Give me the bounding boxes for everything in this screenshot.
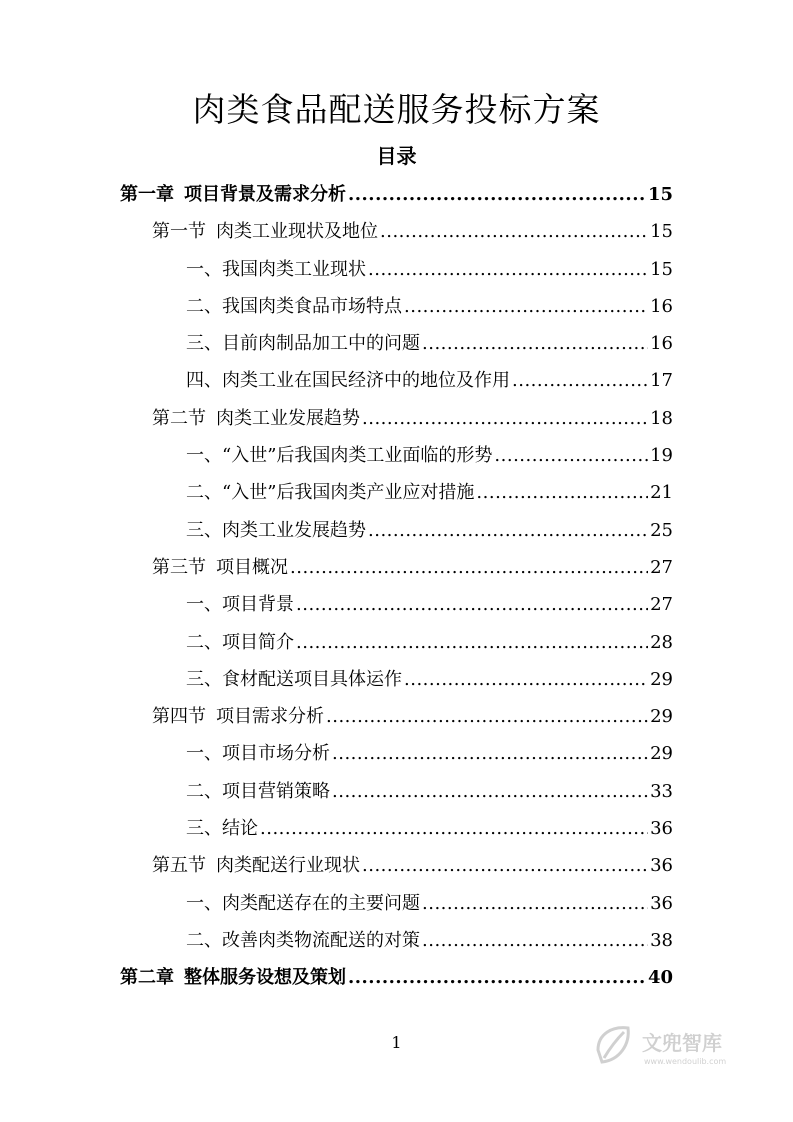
toc-entry-page: 36 <box>650 855 673 877</box>
toc-entry-subsection[interactable] <box>120 288 673 325</box>
toc-entry-page: 17 <box>650 370 673 392</box>
toc-entry-label <box>120 176 346 213</box>
toc-dot-leader <box>404 288 648 325</box>
toc-entry-page: 15 <box>647 184 673 205</box>
toc-dot-leader <box>422 885 648 922</box>
toc-entry-section-2[interactable] <box>120 400 673 437</box>
toc-entry-subsection[interactable] <box>120 661 673 698</box>
toc-entry-text: 肉类工业现状及地位 <box>216 221 378 243</box>
toc-entry-chapter-1[interactable] <box>120 176 673 213</box>
toc-dot-leader <box>260 810 648 847</box>
toc-entry-page: 15 <box>650 258 673 280</box>
toc-entry-prefix: 第二节 <box>152 407 206 429</box>
toc-entry-subsection[interactable] <box>120 922 673 959</box>
toc-entry-subsection[interactable] <box>120 810 673 847</box>
toc-entry-text: 二、我国肉类食品市场特点 <box>186 295 402 317</box>
toc-entry-section-1[interactable] <box>120 213 673 250</box>
toc-dot-leader <box>290 549 648 586</box>
toc-entry-page: 25 <box>650 519 673 541</box>
toc-dot-leader <box>296 586 648 623</box>
toc-entry-page: 38 <box>650 929 673 951</box>
toc-entry-subsection[interactable] <box>120 735 673 772</box>
toc-dot-leader <box>348 959 646 996</box>
toc-entry-subsection[interactable] <box>120 362 673 399</box>
toc-entry-text: 一、肉类配送存在的主要问题 <box>186 892 420 914</box>
toc-entry-text: 三、食材配送项目具体运作 <box>186 668 402 690</box>
toc-entry-prefix: 第四节 <box>152 706 206 728</box>
document-title: 肉类食品配送服务投标方案 <box>192 90 601 129</box>
toc-entry-chapter-2[interactable] <box>120 959 673 996</box>
toc-entry-subsection[interactable] <box>120 251 673 288</box>
toc-dot-leader <box>326 698 648 735</box>
toc-dot-leader <box>348 176 646 213</box>
toc-entry-label <box>152 549 288 586</box>
toc-entry-subsection[interactable] <box>120 437 673 474</box>
toc-entry-page: 21 <box>650 482 673 504</box>
toc-entry-text: 三、肉类工业发展趋势 <box>186 519 366 541</box>
toc-entry-text: 二、“入世”后我国肉类产业应对措施 <box>186 482 475 504</box>
toc-dot-leader <box>494 437 648 474</box>
toc-entry-subsection[interactable] <box>120 586 673 623</box>
toc-entry-page: 16 <box>650 295 673 317</box>
toc-entry-page: 29 <box>650 668 673 690</box>
toc-dot-leader <box>476 474 648 511</box>
toc-entry-label <box>120 959 346 996</box>
toc-entry-page: 29 <box>650 706 673 728</box>
toc-entry-text: 项目需求分析 <box>216 706 324 728</box>
toc-entry-text: 肉类工业发展趋势 <box>216 407 360 429</box>
toc-dot-leader <box>296 624 648 661</box>
toc-entry-page: 27 <box>650 556 673 578</box>
toc-entry-text: 肉类配送行业现状 <box>216 855 360 877</box>
toc-entry-text: 二、项目简介 <box>186 631 294 653</box>
toc-entry-subsection[interactable] <box>120 624 673 661</box>
toc-heading: 目录 <box>376 144 417 168</box>
toc-entry-text: 一、项目背景 <box>186 594 294 616</box>
toc-entry-text: 项目背景及需求分析 <box>184 184 346 205</box>
toc-entry-text: 一、项目市场分析 <box>186 743 330 765</box>
toc-dot-leader <box>362 400 648 437</box>
toc-entry-text: 二、改善肉类物流配送的对策 <box>186 929 420 951</box>
watermark <box>590 1020 760 1076</box>
toc-entry-text: 三、结论 <box>186 818 258 840</box>
toc-entry-text: 项目概况 <box>216 556 288 578</box>
page-number: 1 <box>391 1033 402 1052</box>
watermark-brand: 文兜智库 <box>642 1031 722 1055</box>
toc-entry-page: 19 <box>650 445 673 467</box>
toc-entry-label <box>152 847 360 884</box>
toc-entry-subsection[interactable] <box>120 885 673 922</box>
leaf-logo-icon <box>590 1020 760 1076</box>
toc-entry-page: 15 <box>650 221 673 243</box>
toc-entry-text: 二、项目营销策略 <box>186 780 330 802</box>
toc-entry-text: 一、我国肉类工业现状 <box>186 258 366 280</box>
toc-entry-subsection[interactable] <box>120 773 673 810</box>
toc-entry-prefix: 第五节 <box>152 855 206 877</box>
toc-dot-leader <box>422 325 648 362</box>
toc-entry-text: 三、目前肉制品加工中的问题 <box>186 333 420 355</box>
toc-entry-page: 33 <box>650 780 673 802</box>
toc-dot-leader <box>332 735 648 772</box>
toc-entry-section-4[interactable] <box>120 698 673 735</box>
toc-entry-section-3[interactable] <box>120 549 673 586</box>
toc-entry-text: 一、“入世”后我国肉类工业面临的形势 <box>186 445 493 467</box>
toc-entry-subsection[interactable] <box>120 512 673 549</box>
toc-entry-label <box>152 400 360 437</box>
toc-dot-leader <box>404 661 648 698</box>
toc-dot-leader <box>512 362 648 399</box>
toc-entry-prefix: 第二章 <box>120 967 174 989</box>
table-of-contents <box>120 176 673 997</box>
toc-entry-page: 29 <box>650 743 673 765</box>
toc-entry-page: 16 <box>650 333 673 355</box>
toc-entry-subsection[interactable] <box>120 474 673 511</box>
toc-entry-label <box>152 213 378 250</box>
toc-entry-prefix: 第一节 <box>152 221 206 243</box>
toc-dot-leader <box>380 213 648 250</box>
toc-dot-leader <box>368 251 648 288</box>
toc-dot-leader <box>332 773 648 810</box>
toc-dot-leader <box>362 847 648 884</box>
toc-entry-page: 28 <box>650 631 673 653</box>
toc-dot-leader <box>422 922 648 959</box>
toc-entry-page: 18 <box>650 407 673 429</box>
watermark-url: www.wendoulib.com <box>644 1057 727 1066</box>
toc-entry-prefix: 第三节 <box>152 556 206 578</box>
toc-entry-page: 36 <box>650 818 673 840</box>
toc-entry-text: 四、肉类工业在国民经济中的地位及作用 <box>186 370 510 392</box>
toc-dot-leader <box>368 512 648 549</box>
toc-entry-label <box>152 698 324 735</box>
toc-entry-text: 整体服务设想及策划 <box>184 967 346 989</box>
toc-entry-page: 40 <box>647 967 673 989</box>
toc-entry-prefix: 第一章 <box>120 184 174 205</box>
toc-entry-page: 27 <box>650 594 673 616</box>
toc-entry-subsection[interactable] <box>120 325 673 362</box>
toc-entry-page: 36 <box>650 892 673 914</box>
toc-entry-section-5[interactable] <box>120 847 673 884</box>
